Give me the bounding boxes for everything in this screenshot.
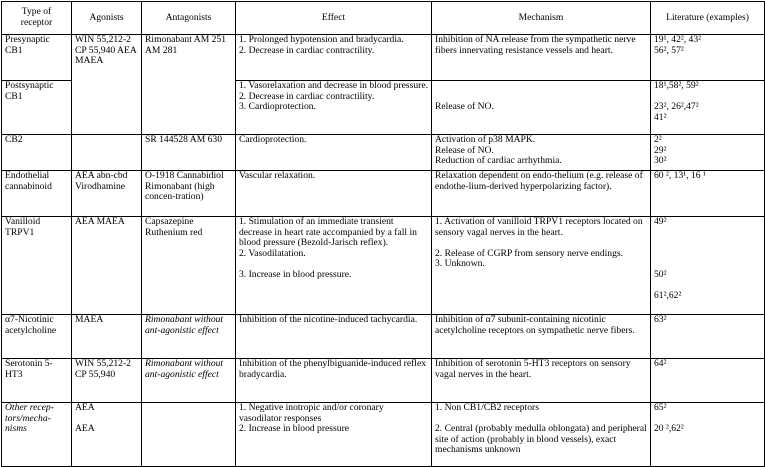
cell-antagonists: Rimonabant without ant-agonistic effect [142,359,236,403]
mechanism-line: 1. Activation of vanilloid TRPV1 receptors located on sensory vagal nerves in the heart. [435,216,643,238]
cell-type: Endothelial cannabinoid [2,171,72,217]
cell-mechanism [432,171,651,217]
cell-agonists [72,135,142,171]
literature-line: 50² [654,268,667,280]
cell-literature [651,217,765,315]
cell-literature [651,81,765,135]
cell-type: Other recep-tors/mecha-nisms [2,403,72,467]
cell-literature [651,171,765,217]
cell-agonists: MAEA [72,315,142,359]
cell-mechanism [432,217,651,315]
table-row [2,171,765,217]
header-literature: Literature (examples) [651,2,765,35]
cell-type: Postsynaptic CB1 [2,81,72,135]
literature-line: 30² [654,155,667,167]
cell-effect [236,81,432,135]
mechanism-line: Relaxation dependent on endo-thelium (e.g. release of endothe-lium-derived hyperpolarizing factor). [435,170,643,192]
literature-line: 18¹,58², 59² [654,80,699,91]
mechanism-line: Release of NO. [435,144,494,156]
cell-literature [651,359,765,403]
effect-line: 2. Decrease in cardiac contractility. [239,44,375,56]
header-effect: Effect [236,2,432,35]
cell-literature [651,315,765,359]
table-row [2,217,765,315]
cell-mechanism [432,403,651,467]
cell-literature [651,403,765,467]
cell-literature [651,35,765,81]
header-type: Type of receptor [2,2,72,35]
receptor-table [1,1,765,467]
literature-line: 63² [654,314,667,325]
header-mechanism: Mechanism [432,2,651,35]
cell-antagonists: Rimonabant AM 251 AM 281 [142,35,236,135]
cell-effect [236,35,432,81]
literature-line: 60 ², 13¹, 16 ¹ [654,170,706,181]
literature-line: 41² [654,111,667,123]
cell-antagonists: O-1918 Cannabidiol Rimonabant (high concen-tration) [142,171,236,217]
header-row [2,2,765,35]
agonist-line: AEA [75,423,95,435]
cell-mechanism [432,35,651,81]
literature-line: 29² [654,144,667,156]
mechanism-line: Reduction of cardiac arrhythmia. [435,155,562,167]
mechanism-line: 2. Release of CGRP from sensory nerve endings. [435,247,624,259]
cell-mechanism [432,359,651,403]
cell-effect [236,171,432,217]
cell-effect [236,135,432,171]
mechanism-line: Inhibition of α7 subunit-containing nicotinic acetylcholine receptors on sympathetic nerve fibers. [435,314,635,336]
effect-line: 2. Increase in blood pressure [239,423,350,435]
header-agonists: Agonists [72,2,142,35]
table-row [2,359,765,403]
cell-type: Serotonin 5-HT3 [2,359,72,403]
table-row [2,35,765,81]
effect-line: 1. Prolonged hypotension and bradycardia. [239,34,404,45]
literature-line: 49² [654,216,667,227]
literature-line: 2² [654,134,662,145]
agonist-line: AEA [75,402,95,413]
cell-antagonists: Rimonabant without ant-agonistic effect [142,315,236,359]
effect-line: 2. Decrease in cardiac contractility. [239,90,375,102]
literature-line: 61²,62² [654,290,682,302]
cell-mechanism [432,315,651,359]
cell-agonists: WIN 55,212-2 CP 55,940 AEA MAEA [72,35,142,135]
cell-mechanism [432,81,651,135]
effect-line: 3. Increase in blood pressure. [239,268,352,280]
effect-line: Cardioprotection. [239,134,307,145]
cell-type: CB2 [2,135,72,171]
cell-agonists [72,403,142,467]
cell-agonists: AEA MAEA [72,217,142,315]
cell-antagonists [142,403,236,467]
effect-line: Inhibition of the phenylbiguanide-induced reflex bradycardia. [239,358,427,380]
table-row [2,315,765,359]
cell-effect [236,403,432,467]
cell-antagonists: SR 144528 AM 630 [142,135,236,171]
cell-mechanism [432,135,651,171]
cell-type: Presynaptic CB1 [2,35,72,81]
cell-type: Vanilloid TRPV1 [2,217,72,315]
table-row [2,403,765,467]
cell-effect [236,315,432,359]
cell-antagonists: Capsazepine Ruthenium red [142,217,236,315]
mechanism-line: 3. Unknown. [435,258,485,270]
literature-line: 65² [654,402,667,413]
mechanism-line: 1. Non CB1/CB2 receptors [435,402,539,413]
cell-agonists: WIN 55,212-2 CP 55,940 [72,359,142,403]
literature-line: 23², 26²,47² [654,101,699,113]
cell-agonists: AEA abn-cbd Virodhamine [72,171,142,217]
effect-line: 3. Cardioprotection. [239,101,316,113]
literature-line: 19¹, 42², 43² [654,34,702,45]
effect-line: 1. Stimulation of an immediate transient decrease in heart rate accompanied by a fall in blood pressure (Bezold-Jarisch reflex). [239,216,417,249]
effect-line: Vascular relaxation. [239,170,316,181]
mechanism-line: Release of NO. [435,101,494,113]
table-row [2,135,765,171]
cell-effect [236,359,432,403]
header-antagonists: Antagonists [142,2,236,35]
cell-type: α7-Nicotinic acetylcholine [2,315,72,359]
cell-effect [236,217,432,315]
effect-line: Inhibition of the nicotine-induced tachycardia. [239,314,418,325]
mechanism-line: Activation of p38 MAPK. [435,134,536,145]
effect-line: 1. Vasorelaxation and decrease in blood pressure. [239,80,428,91]
effect-line: 1. Negative inotropic and/or coronary vasodilator responses [239,402,384,424]
literature-line: 20 ²,62² [654,423,684,435]
mechanism-line: 2. Central (probably medulla oblongata) and peripheral site of action (probably in blood vessels), exact mechanisms unknown [435,423,647,456]
literature-line: 64² [654,358,667,369]
mechanism-line: Inhibition of serotonin 5-HT3 receptors on sensory vagal nerves in the heart. [435,358,631,380]
mechanism-line: Inhibition of NA release from the sympathetic nerve fibers innervating resistance vessels and heart. [435,34,636,56]
literature-line: 56², 57² [654,44,684,56]
effect-line: 2. Vasodilatation. [239,247,306,259]
cell-literature [651,135,765,171]
